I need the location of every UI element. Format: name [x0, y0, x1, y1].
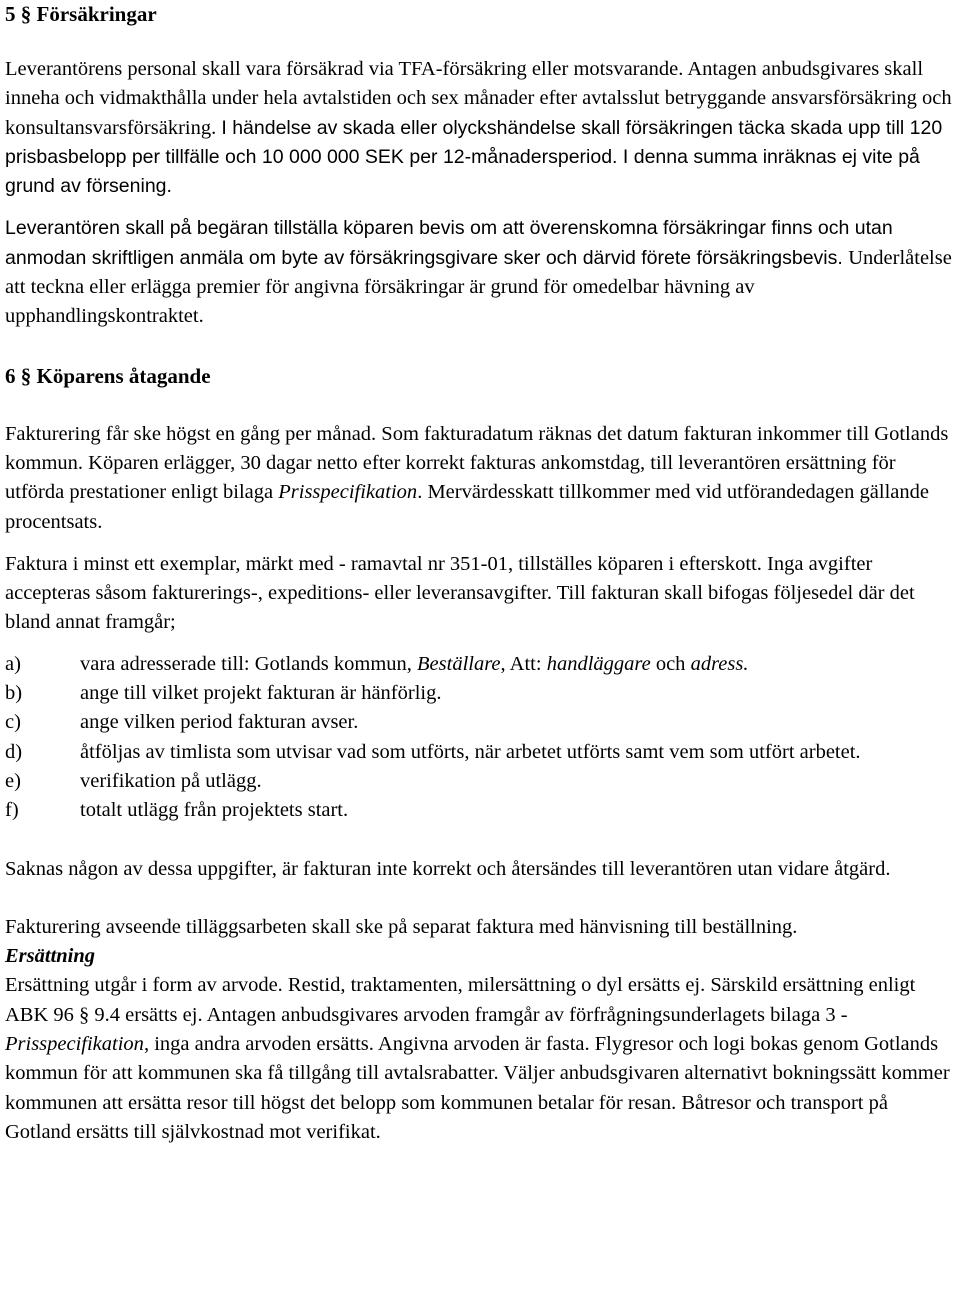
- s6p1-italic: Prisspecifikation: [278, 481, 418, 504]
- list-text: åtföljas av timlista som utvisar vad som utförts, när arbetet utförts samt vem som utfört arbetet.: [80, 740, 861, 763]
- list-text: totalt utlägg från projektets start.: [80, 799, 349, 822]
- list-text-part: vara adresserade till: Gotlands kommun,: [80, 652, 418, 675]
- p1-sans-c: I händelse av skada eller olyckshändelse skall försäkringen täcka skada upp till 120 prisbasbelopp per tillfälle och 10 000 000 SEK per 12-månadersperiod. I denna summa inräknas ej vite på grund av försening.: [5, 116, 943, 198]
- list-item-e: [5, 767, 957, 796]
- list-label: e): [5, 769, 21, 792]
- section-6-paragraph-2: Faktura i minst ett exemplar, märkt med - ramavtal nr 351-01, tillställes köparen i efterskott. Inga avgifter accepteras såsom fakturerings-, expeditions- eller leveransavgifter. Till fakturan skall bifogas följesedel där det bland annat framgår;: [5, 552, 915, 634]
- list-text: [80, 650, 957, 679]
- list-text: verifikation på utlägg.: [80, 769, 262, 792]
- document-page: [5, 0, 957, 1147]
- p2-serif-b: Underlåtelse att teckna eller erlägga premier för angivna försäkringar är grund för omedelbar hävning av upphandlingskontraktet.: [5, 246, 952, 328]
- s6p1-b: . Mervärdesskatt tillkommer med vid utförandedagen gällande procentsats.: [5, 481, 929, 533]
- list-text: ange till vilket projekt fakturan är hänförlig.: [80, 682, 442, 705]
- list-label: f): [5, 799, 19, 822]
- list-text-part: och: [650, 652, 691, 675]
- p1-serif-a: Leverantörens personal skall vara försäkrad via TFA-försäkring eller motsvarande.: [5, 58, 688, 80]
- list-text: ange vilken period fakturan avser.: [80, 711, 359, 734]
- ersattning-heading: Ersättning: [5, 945, 96, 968]
- list-item-d: [5, 738, 957, 767]
- list-item-f: [5, 796, 957, 825]
- ersattning-paragraph: [5, 971, 957, 1147]
- list-label: a): [5, 652, 21, 675]
- list-text-italic: adress.: [690, 652, 749, 675]
- section-6-paragraph-1: [5, 420, 957, 537]
- section-6-paragraph-3: Saknas någon av dessa uppgifter, är fakturan inte korrekt och återsändes till leverantören utan vidare åtgärd.: [5, 857, 891, 880]
- s6p1-a: Fakturering får ske högst en gång per månad. Som fakturadatum räknas det datum fakturan inkommer till Gotlands kommun. Köparen erlägger, 30 dagar netto efter korrekt fakturas ankomstdag, till leverantören ersättning för utförda prestationer enligt bilaga: [5, 422, 949, 504]
- list-text-italic: Beställare: [417, 652, 501, 675]
- list-label: b): [5, 682, 23, 705]
- invoice-requirements-list: [5, 650, 957, 826]
- p2-sans-a: Leverantören skall på begäran tillställa köparen bevis om att överenskomna försäkringar finns och utan anmodan skriftligen anmäla om byte av försäkringsgivare sker och därvid förete försäkringsbevis.: [5, 217, 893, 269]
- p1-serif-b: Antagen anbudsgivares skall inneha och vidmakthålla under hela avtalstiden och sex månader efter avtalsslut betryggande ansvarsförsäkring och konsultansvarsförsäkring.: [5, 58, 952, 139]
- section-6-heading: 6 § Köparens åtagande: [5, 363, 211, 388]
- section-5-heading: 5 § Försäkringar: [5, 2, 157, 26]
- list-item-c: [5, 708, 957, 737]
- ers-italic: Prisspecifikation: [5, 1033, 144, 1056]
- list-text-part: , Att:: [500, 652, 547, 675]
- ers-a: Ersättning utgår i form av arvode. Restid, traktamenten, milersättning o dyl ersätts ej. Särskild ersättning enligt ABK 96 § 9.4 ersätts ej. Antagen anbudsgivares arvoden framgår av förfrågningsunderlagets bilaga 3 -: [5, 974, 916, 1026]
- list-item-b: [5, 679, 957, 708]
- section-5-paragraph-2: [5, 214, 957, 331]
- ers-b: , inga andra arvoden ersätts. Angivna arvoden är fasta. Flygresor och logi bokas genom Gotlands kommun för att kommunen ska få tillgång till avtalsrabatter. Väljer anbudsgivaren alternativt bokningssätt kommer kommunen att ersätta resor till högst det belopp som kommunen betalar för resan. Båtresor och transport på Gotland ersätts till självkostnad mot verifikat.: [5, 1033, 950, 1143]
- list-item-a: [5, 650, 957, 679]
- list-label: d): [5, 740, 23, 763]
- section-5-paragraph-1: [5, 55, 957, 201]
- list-label: c): [5, 711, 21, 734]
- list-text-italic: handläggare: [546, 652, 651, 675]
- section-6-paragraph-4: Fakturering avseende tilläggsarbeten skall ske på separat faktura med hänvisning till beställning.: [5, 915, 798, 938]
